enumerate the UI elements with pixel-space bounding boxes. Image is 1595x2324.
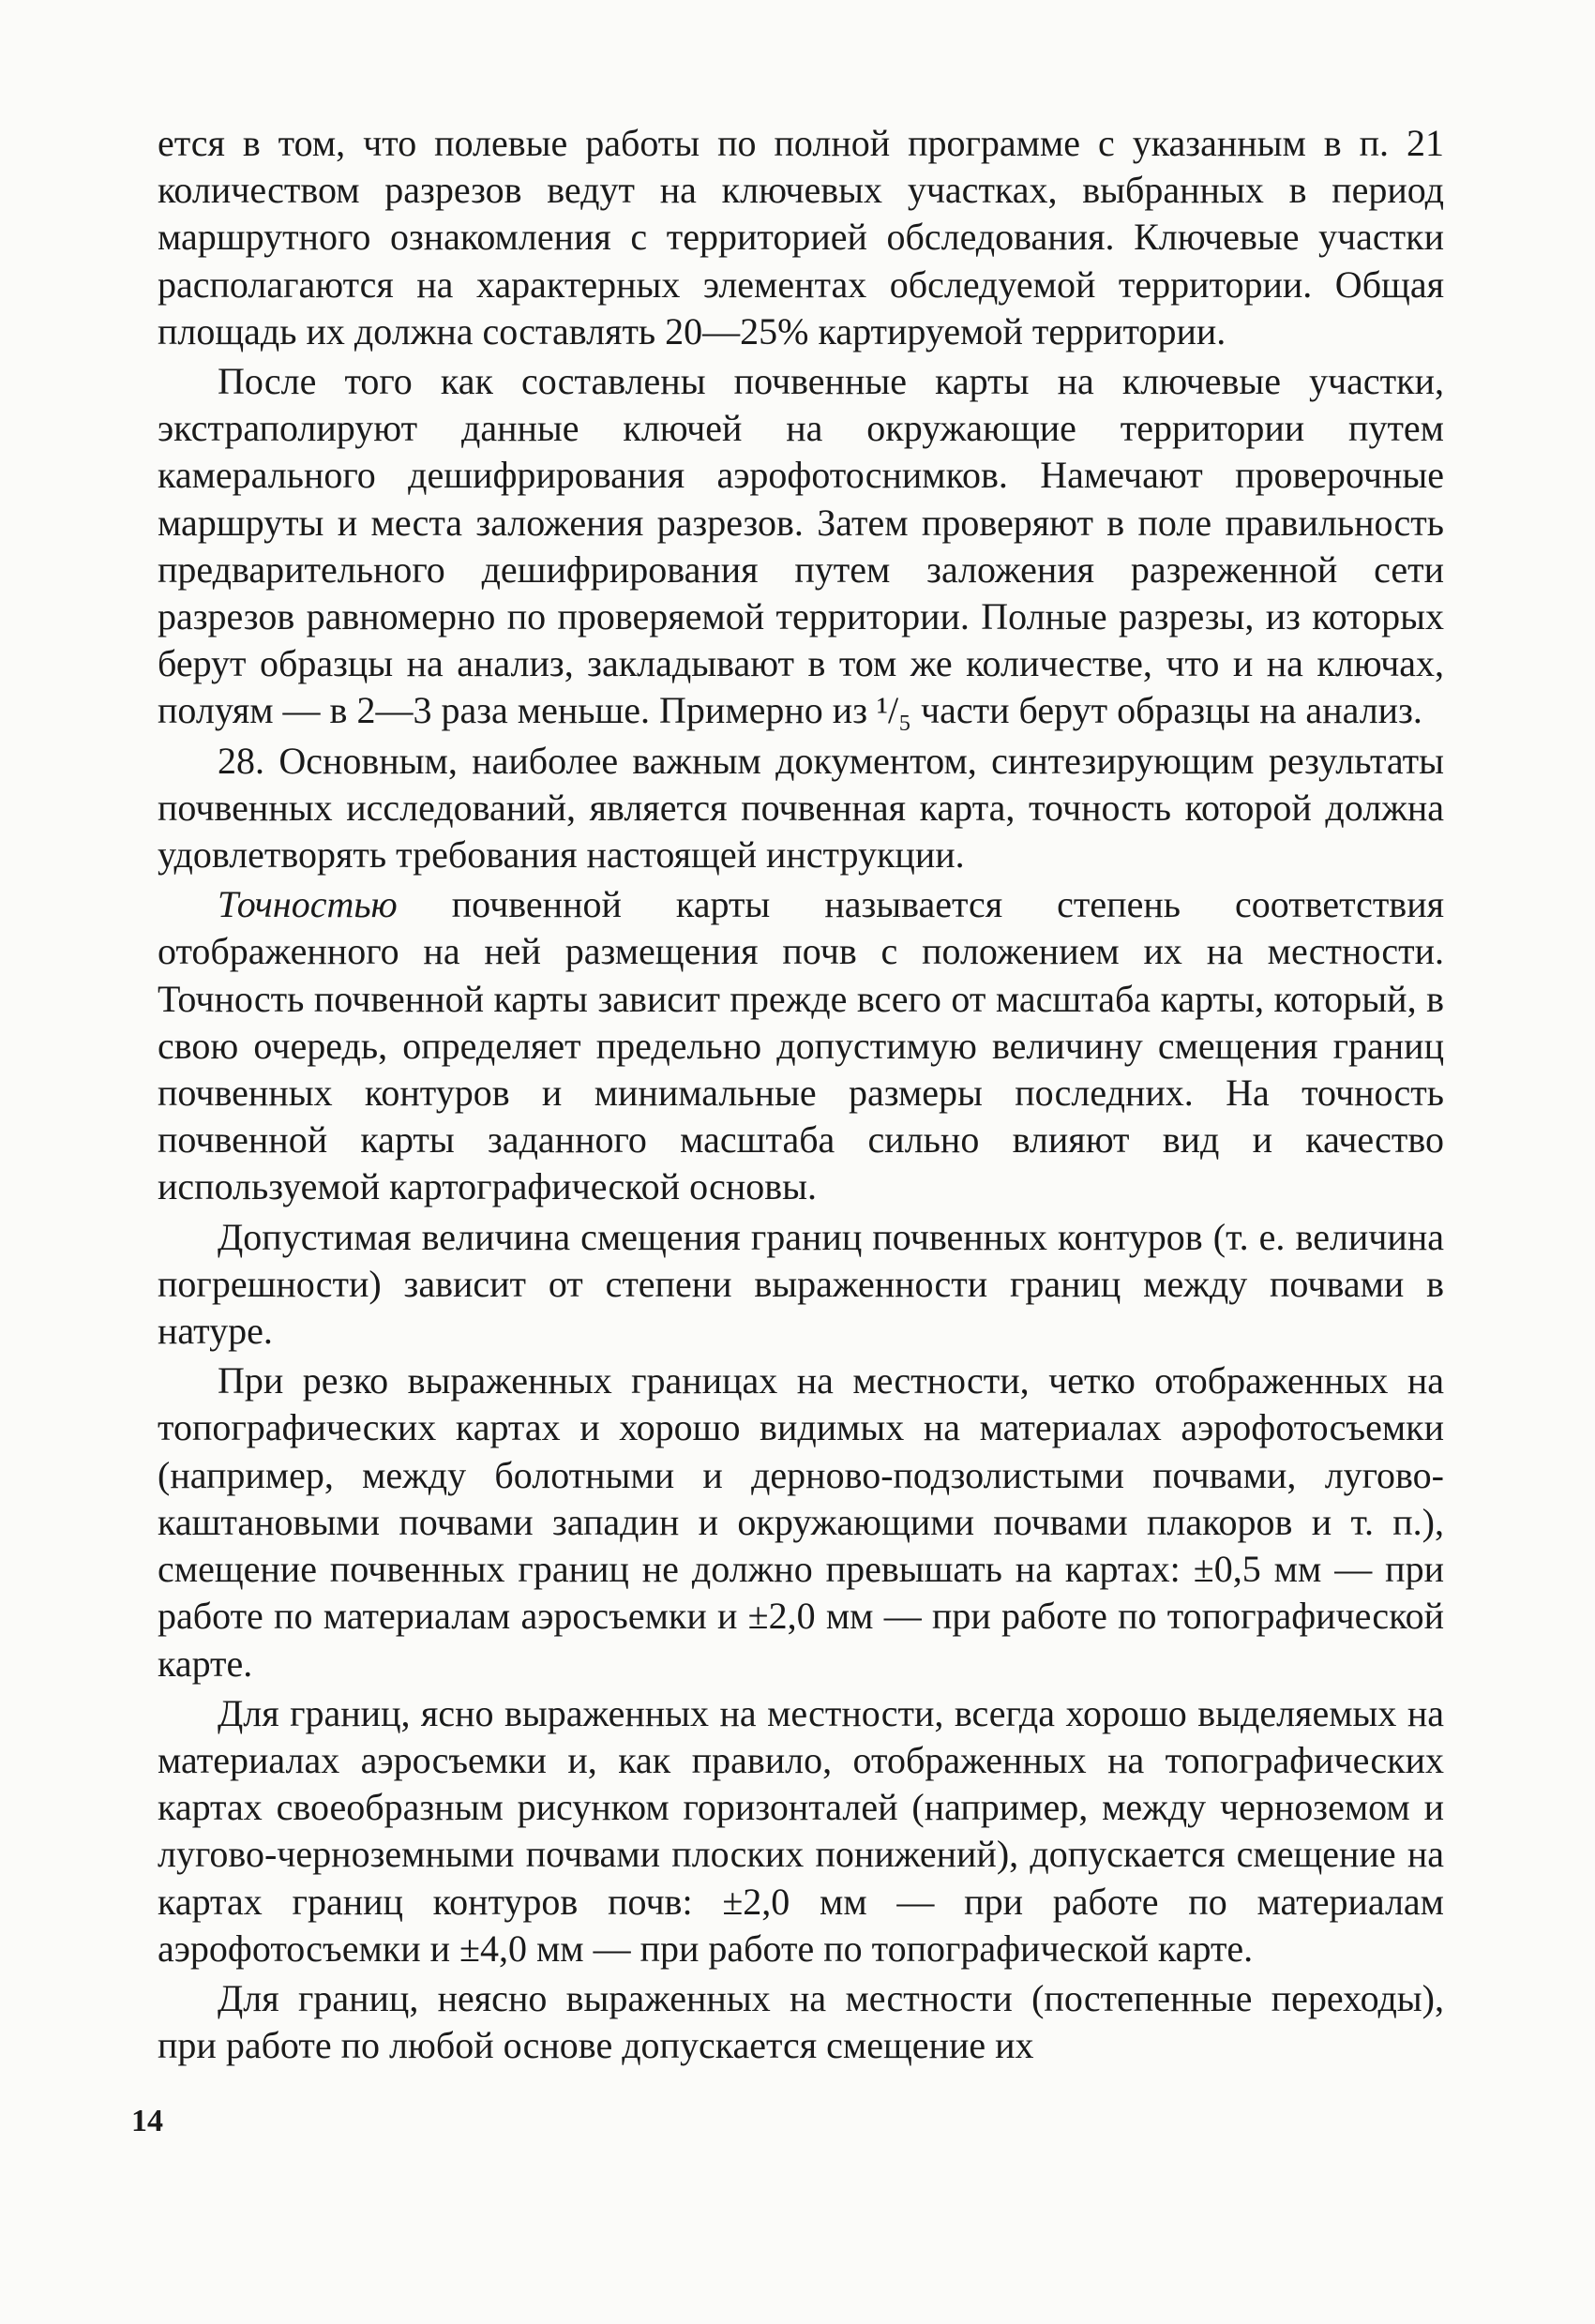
italic-term: Точностью	[218, 883, 398, 926]
paragraph-clear-boundaries: Для границ, ясно выраженных на местности, всегда хорошо выделяемых на материалах аэросъемки и, как правило, отображенных на топографических картах своеобразным рисунком горизонталей (например, между черноземом и лугово-черноземными почвами плоских понижений), допускается смещение на картах границ контуров почв: ±2,0 мм — при работе по материалам аэрофотосъемки и ±4,0 мм — при работе по топографической карте.	[158, 1691, 1444, 1970]
page-number: 14	[131, 2104, 163, 2138]
paragraph-28-soil-map: 28. Основным, наиболее важным документом, синтезирующим результаты почвенных исследований, является почвенная карта, точность которой должна удовлетворять требования настоящей инструкции.	[158, 739, 1444, 877]
paragraph-unclear-boundaries: Для границ, неясно выраженных на местности (постепенные переходы), при работе по любой основе допускается смещение их	[158, 1976, 1444, 2067]
paragraph-key-areas: После того как составлены почвенные карты на ключевые участки, экстраполируют данные ключей на окружающие территории путем камерального дешифрирования аэрофотоснимков. Намечают проверочные маршруты и места заложения разрезов. Затем проверяют в поле правильность предварительного дешифрирования путем заложения разреженной сети разрезов равномерно по проверяемой территории. Полные разрезы, из которых берут образцы на анализ, закладывают в том же количестве, что и на ключах, полуям — в 2—3 раза меньше. Примерно из ¹/₅ части берут образцы на анализ.	[158, 360, 1444, 732]
body-text	[158, 120, 1444, 2072]
paragraph-accuracy-definition	[158, 881, 1444, 1210]
paragraph-accuracy-text: почвенной карты называется степень соответствия отображенного на ней размещения почв с положением их на местности. Точность почвенной карты зависит прежде всего от масштаба карты, который, в свою очередь, определяет предельно допустимую величину смещения границ почвенных контуров и минимальные размеры последних. На точность почвенной карты заданного масштаба сильно влияют вид и качество используемой картографической основы.	[158, 883, 1444, 1208]
paragraph-allowed-offset: Допустимая величина смещения границ почвенных контуров (т. е. величина погрешности) зависит от степени выраженности границ между почвами в натуре.	[158, 1215, 1444, 1353]
paragraph-continuation: ется в том, что полевые работы по полной программе с указанным в п. 21 количеством разрезов ведут на ключевых участках, выбранных в период маршрутного ознакомления с территорией обследования. Ключевые участки располагаются на характерных элементах обследуемой территории. Общая площадь их должна составлять 20—25% картируемой территории.	[158, 122, 1444, 352]
paragraph-sharp-boundaries: При резко выраженных границах на местности, четко отображенных на топографических картах и хорошо видимых на материалах аэрофотосъемки (например, между болотными и дерново-подзолистыми почвами, лугово-каштановыми почвами западин и окружающими почвами плакоров и т. п.), смещение почвенных границ не должно превышать на картах: ±0,5 мм — при работе по материалам аэросъемки и ±2,0 мм — при работе по топографической карте.	[158, 1359, 1444, 1685]
